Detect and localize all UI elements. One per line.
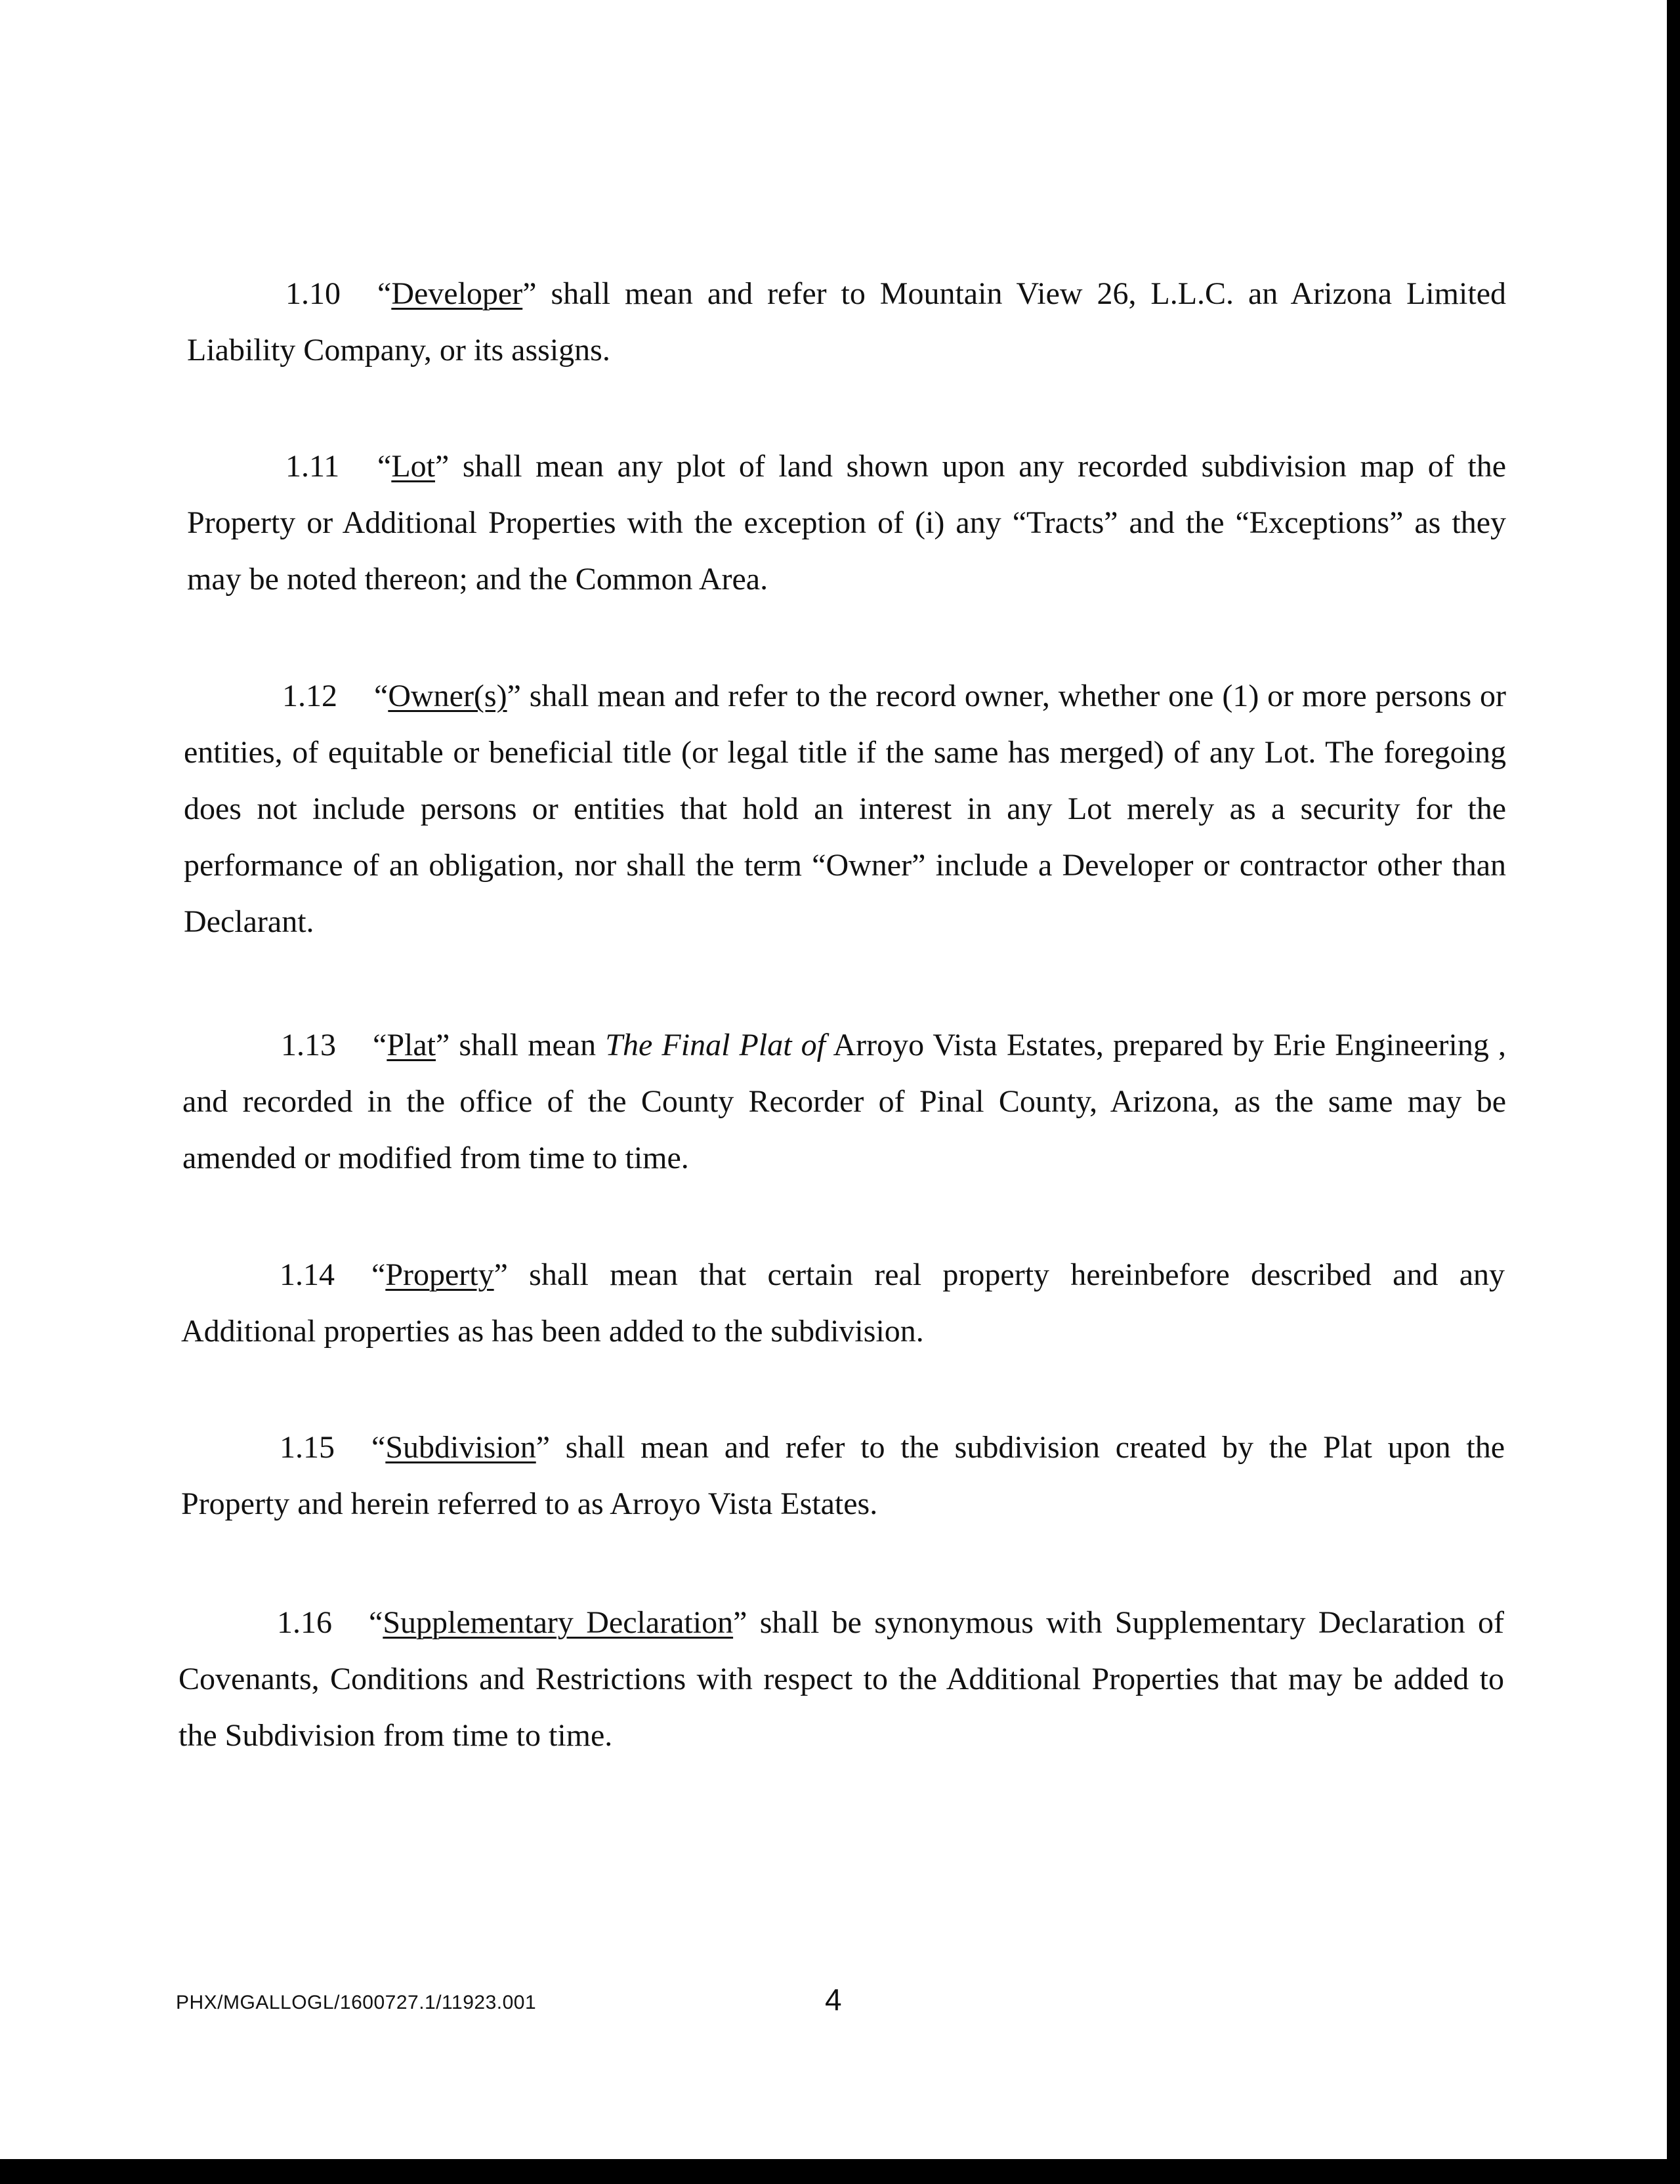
section-text: shall be synonymous with Supplementary Declaration of Covenants, Conditions and Restrictions with respect to the Additional Properties that may be added to the Subdivision from time to time. xyxy=(178,1605,1504,1753)
section-text: shall mean and refer to the record owner, whether one (1) or more persons or entities, of equitable or beneficial title (or legal title if the same has merged) of any Lot. The foregoing does not include persons or entities that hold an interest in any Lot merely as a security for the performance of an obligation, nor shall the term “Owner” include a Developer or contractor other than Declarant. xyxy=(184,679,1506,939)
section-text: shall mean xyxy=(450,1028,606,1062)
defined-term: Owner(s) xyxy=(388,679,507,713)
section-1-14: 1.14 “Property” shall mean that certain real property hereinbefore described and any Additional properties as has been added to the subdivision. xyxy=(181,1247,1505,1360)
footer-document-id: PHX/MGALLOGL/1600727.1/11923.001 xyxy=(176,1992,537,2013)
defined-term: Developer xyxy=(391,276,523,311)
section-text-continued: Arroyo Vista Estates, prepared by Erie Engineering , and recorded in the office of the County Recorder of Pinal County, Arizona, as the same may be amended or modified from time to time. xyxy=(182,1028,1506,1175)
section-number: 1.11 xyxy=(285,449,340,484)
section-text: shall mean that certain real property hereinbefore described and any Additional properties as has been added to the subdivision. xyxy=(181,1257,1505,1349)
page-number: 4 xyxy=(825,1983,842,2017)
defined-term: Property xyxy=(385,1257,494,1292)
section-1-13: 1.13 “Plat” shall mean The Final Plat of Arroyo Vista Estates, prepared by Erie Engineering , and recorded in the office of the County Recorder of Pinal County, Arizona, as the same may be amended or modified from time to time. xyxy=(182,1017,1506,1186)
section-1-12: 1.12 “Owner(s)” shall mean and refer to the record owner, whether one (1) or more persons or entities, of equitable or beneficial title (or legal title if the same has merged) of any Lot. The foregoing does not include persons or entities that hold an interest in any Lot merely as a security for the performance of an obligation, nor shall the term “Owner” include a Developer or contractor other than Declarant. xyxy=(184,668,1506,950)
defined-term: Plat xyxy=(387,1028,436,1062)
section-number: 1.13 xyxy=(281,1028,336,1062)
section-text: shall mean and refer to Mountain View 26, L.L.C. an Arizona Limited Liability Company, or its assigns. xyxy=(187,276,1506,368)
defined-term: Supplementary Declaration xyxy=(383,1605,734,1640)
section-number: 1.16 xyxy=(277,1605,332,1640)
defined-term: Lot xyxy=(391,449,435,484)
section-1-15: 1.15 “Subdivision” shall mean and refer to the subdivision created by the Plat upon the Property and herein referred to as Arroyo Vista Estates. xyxy=(181,1419,1505,1532)
section-1-10: 1.10 “Developer” shall mean and refer to Mountain View 26, L.L.C. an Arizona Limited Liability Company, or its assigns. xyxy=(187,266,1506,379)
section-text: shall mean and refer to the subdivision created by the Plat upon the Property and herein referred to as Arroyo Vista Estates. xyxy=(181,1430,1505,1521)
defined-term: Subdivision xyxy=(385,1430,536,1465)
section-number: 1.10 xyxy=(285,276,341,311)
section-1-16: 1.16 “Supplementary Declaration” shall be synonymous with Supplementary Declaration of Covenants, Conditions and Restrictions with respect to the Additional Properties that may be added to the Subdivision from time to time. xyxy=(178,1595,1504,1764)
plat-title: The Final Plat of xyxy=(605,1028,826,1062)
section-1-11: 1.11 “Lot” shall mean any plot of land shown upon any recorded subdivision map of the Property or Additional Properties with the exception of (i) any “Tracts” and the “Exceptions” as they may be noted thereon; and the Common Area. xyxy=(187,438,1506,608)
section-number: 1.15 xyxy=(280,1430,335,1465)
section-number: 1.14 xyxy=(280,1257,335,1292)
section-number: 1.12 xyxy=(282,679,337,713)
section-text: shall mean any plot of land shown upon any recorded subdivision map of the Property or Additional Properties with the exception of (i) any “Tracts” and the “Exceptions” as they may be noted thereon; and the Common Area. xyxy=(187,449,1506,597)
